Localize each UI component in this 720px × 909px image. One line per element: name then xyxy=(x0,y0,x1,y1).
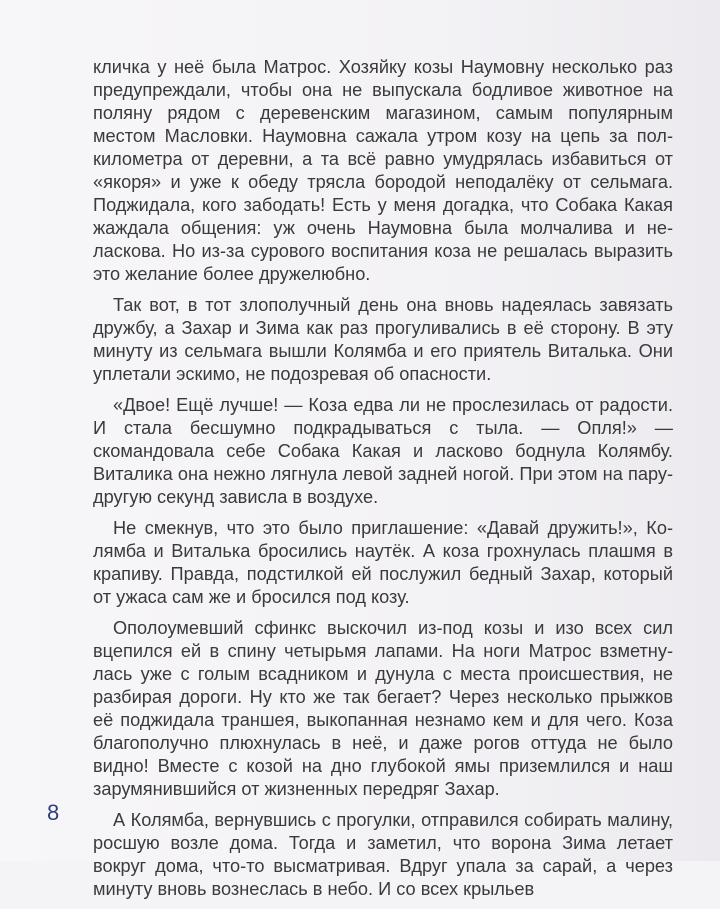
paragraph: А Колямба, вернувшись с прогулки, отправился собирать малину, росшую возле дома. Тогда и заметил, что ворона Зима летает вокруг дома, что-то высматривая. Вдруг упала за сарай, а через минуту вновь вознеслась в небо. И со всех крыльев xyxy=(93,810,673,899)
paragraph: Ополоумевший сфинкс выскочил из-под козы и изо всех сил вцепился ей в спину четырьмя лапами. На ноги Матрос взметнулась уже с голым всадником и дунула с места происшествия, не разбирая дороги. Ну кто же так бегает? Через несколько прыжков её поджидала траншея, выкопанная незнамо кем и для чего. Коза благополучно плюхнулась в неё, и даже рогов оттуда не было видно! Вместе с козой на дно глубокой ямы приземлился и наш зарумянившийся от жизненных передряг Захар. xyxy=(93,618,673,799)
page-number: 8 xyxy=(47,800,60,825)
paragraph: Не смекнув, что это было приглашение: «Давай дружить!», Колямба и Виталька бросились наутёк. А коза грохнулась плашмя в крапиву. Правда, подстилкой ей послужил бедный Захар, который от ужаса сам же и бросился под козу. xyxy=(93,518,673,607)
paragraph: кличка у неё была Матрос. Хозяйку козы Наумовну несколько раз предупреждали, чтобы она не выпускала бодливое животное на поляну рядом с деревенским магазином, самым популярным местом Масловки. Наумовна сажала утром козу на цепь за полкилометра от деревни, а та всё равно умудрялась избавиться от «якоря» и уже к обеду трясла бородой неподалёку от сельмага. Поджидала, кого забодать! Есть у меня догадка, что Собака Какая жаждала общения: уж очень Наумовна была молчалива и неласкова. Но из-за сурового воспитания коза не решалась выразить это желание более дружелюбно. xyxy=(93,57,673,284)
body-text xyxy=(93,56,673,909)
paragraph: «Двое! Ещё лучше! — Коза едва ли не прослезилась от радости. И стала бесшумно подкрадываться с тыла. — Опля!» — скомандовала себе Собака Какая и ласково боднула Колямбу. Виталика она нежно лягнула левой задней ногой. При этом на пару-другую секунд зависла в воздухе. xyxy=(93,395,673,507)
paragraph: Так вот, в тот злополучный день она вновь надеялась завязать дружбу, а Захар и Зима как раз прогуливались в её сторону. В эту минуту из сельмага вышли Колямба и его приятель Виталька. Они уплетали эскимо, не подозревая об опасности. xyxy=(93,295,673,384)
